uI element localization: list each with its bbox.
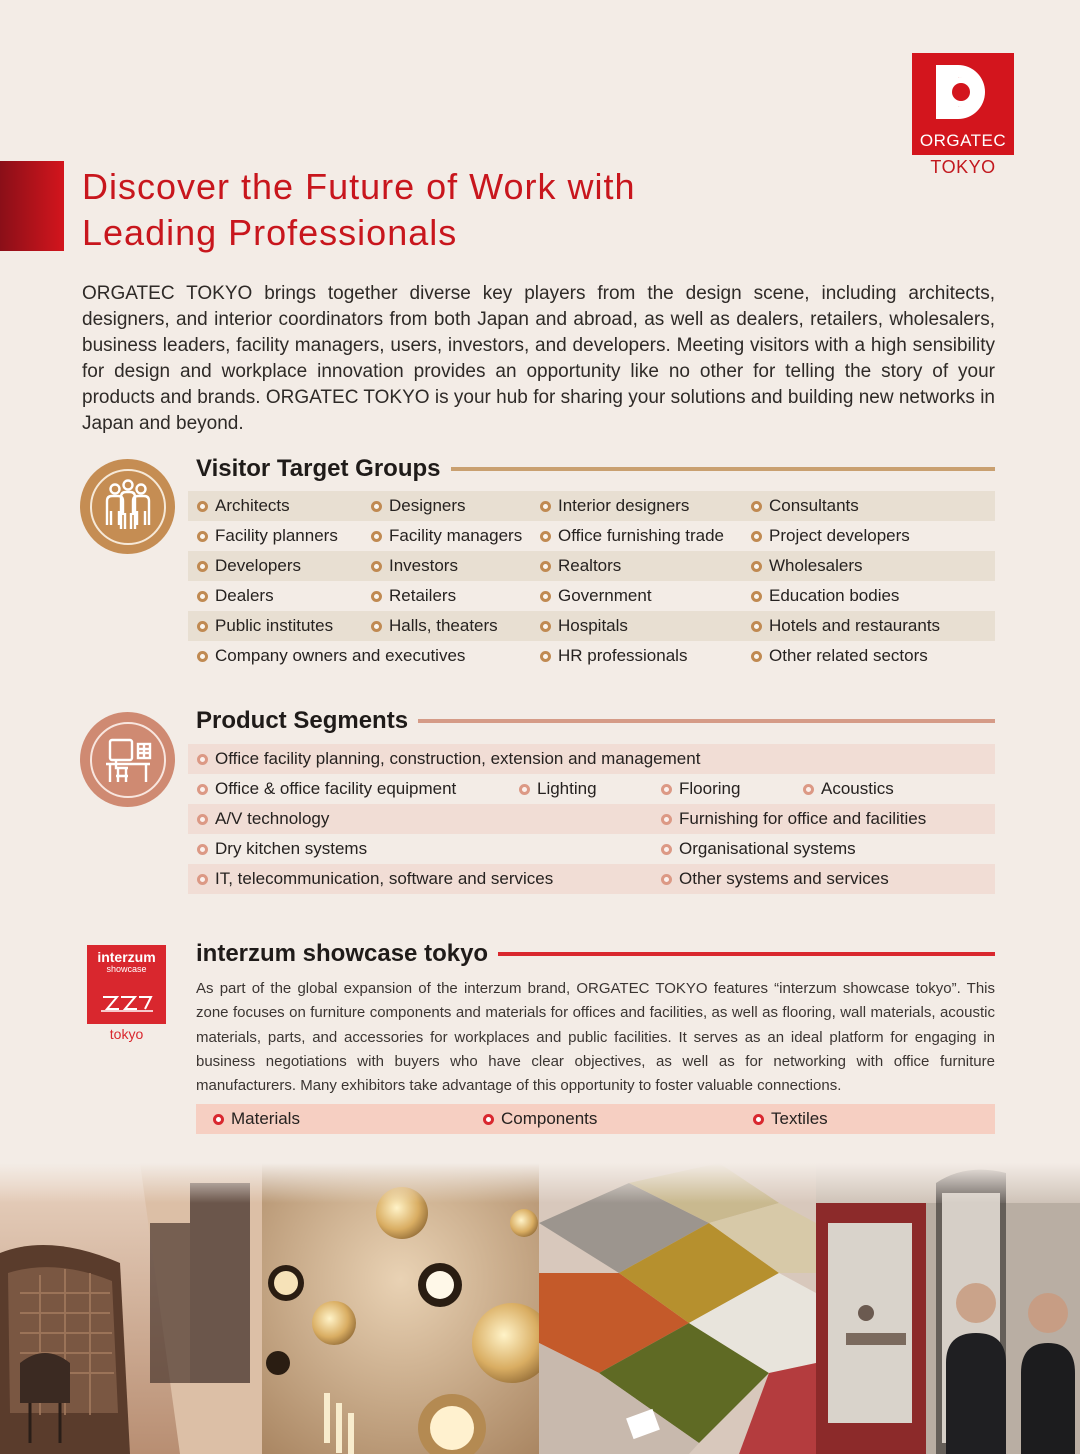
bullet-icon — [753, 1114, 764, 1125]
bullet-icon — [371, 591, 382, 602]
photo-fade — [262, 1163, 539, 1203]
logo-name: ORGATEC — [919, 131, 1007, 150]
list-item: Materials — [213, 1104, 300, 1134]
photo-fade — [0, 1163, 262, 1203]
photo-lighting — [262, 1163, 539, 1454]
interzum-logo — [87, 945, 166, 1042]
interzum-categories-bar — [196, 1104, 995, 1134]
logo-city: TOKYO — [930, 157, 996, 177]
list-item: Wholesalers — [751, 551, 863, 581]
interzum-section-rule — [498, 952, 995, 956]
list-item: Office & office facility equipment — [197, 774, 456, 804]
list-item: Education bodies — [751, 581, 899, 611]
bullet-icon — [197, 591, 208, 602]
visitor-groups-table — [188, 491, 995, 671]
table-row — [188, 491, 995, 521]
bullet-icon — [371, 501, 382, 512]
interzum-logo-sub: showcase — [106, 964, 147, 974]
list-item: Government — [540, 581, 652, 611]
table-row — [188, 774, 995, 804]
interzum-zigzag-icon — [101, 993, 153, 1013]
bullet-icon — [197, 844, 208, 855]
bullet-icon — [540, 501, 551, 512]
bullet-icon — [661, 814, 672, 825]
orgatec-logo — [912, 53, 1014, 178]
bullet-icon — [661, 874, 672, 885]
bullet-icon — [197, 621, 208, 632]
office-desk-icon — [80, 712, 175, 807]
interzum-section-title: interzum showcase tokyo — [196, 940, 489, 967]
bullet-icon — [540, 621, 551, 632]
list-item: Office furnishing trade — [540, 521, 724, 551]
bullet-icon — [751, 561, 762, 572]
table-row — [188, 864, 995, 894]
list-item: Components — [483, 1104, 597, 1134]
intro-paragraph: ORGATEC TOKYO brings together diverse key players from the design scene, including architects, designers, and interior coordinators from both Japan and abroad, as well as dealers, retailers, wholesalers, business leaders, facility managers, users, investors, and developers. Meeting visitors with a high sensibility for design and workplace innovation provides an opportunity like no other for telling the story of your products and brands. ORGATEC TOKYO is your hub for sharing your solutions and building new networks in Japan and beyond. — [82, 283, 995, 434]
bullet-icon — [751, 531, 762, 542]
bullet-icon — [371, 561, 382, 572]
list-item: Organisational systems — [661, 834, 856, 864]
list-item: Public institutes — [197, 611, 333, 641]
photo-carpet-samples — [539, 1163, 816, 1454]
list-item: Designers — [371, 491, 466, 521]
bullet-icon — [197, 754, 208, 765]
bullet-icon — [197, 561, 208, 572]
photo-office-booths — [0, 1163, 262, 1454]
bullet-icon — [519, 784, 530, 795]
bullet-icon — [197, 784, 208, 795]
interzum-logo-title: interzum — [97, 949, 156, 965]
page-headline — [82, 164, 882, 256]
list-item: Lighting — [519, 774, 597, 804]
list-item: Interior designers — [540, 491, 689, 521]
red-accent-bar — [0, 161, 64, 251]
visitor-section-rule — [451, 467, 996, 471]
list-item: Textiles — [753, 1104, 828, 1134]
list-item: Dry kitchen systems — [197, 834, 367, 864]
list-item: Dealers — [197, 581, 274, 611]
table-row — [188, 641, 995, 671]
orgatec-logo-mark — [912, 53, 1014, 155]
product-segments-table — [188, 744, 995, 894]
table-row — [188, 611, 995, 641]
product-section-header — [196, 707, 995, 735]
interzum-section-header — [196, 940, 995, 968]
list-item: Office facility planning, construction, extension and management — [197, 744, 700, 774]
bullet-icon — [661, 784, 672, 795]
list-item: Project developers — [751, 521, 910, 551]
list-item: Other related sectors — [751, 641, 928, 671]
bullet-icon — [661, 844, 672, 855]
bullet-icon — [803, 784, 814, 795]
bullet-icon — [197, 501, 208, 512]
bullet-icon — [751, 501, 762, 512]
list-item: Other systems and services — [661, 864, 889, 894]
table-row — [188, 834, 995, 864]
photo-fade — [816, 1163, 1080, 1203]
table-row — [188, 744, 995, 774]
interzum-paragraph: As part of the global expansion of the interzum brand, ORGATEC TOKYO features “interzum showcase tokyo”. This zone focuses on furniture components and materials for offices and facilities, as well as flooring, wall materials, acoustic materials, parts, and accessories for workplaces and public facilities. It serves as an ideal platform for engaging in business negotiations with buyers who have clear objectives, as well as for networking with office furniture manufacturers. Many exhibitors take advantage of this opportunity to foster valuable connections. — [196, 980, 995, 1095]
list-item: Retailers — [371, 581, 456, 611]
headline-line-1: Discover the Future of Work with — [82, 166, 636, 207]
list-item: Realtors — [540, 551, 621, 581]
bullet-icon — [483, 1114, 494, 1125]
table-row — [188, 521, 995, 551]
photo-exhibition-visitors — [816, 1163, 1080, 1454]
list-item: Consultants — [751, 491, 859, 521]
list-item: Architects — [197, 491, 290, 521]
list-item: Facility managers — [371, 521, 522, 551]
list-item: Hotels and restaurants — [751, 611, 940, 641]
list-item: A/V technology — [197, 804, 329, 834]
photo-fade — [539, 1163, 816, 1203]
bullet-icon — [371, 531, 382, 542]
list-item: Flooring — [661, 774, 740, 804]
bullet-icon — [197, 651, 208, 662]
list-item: Facility planners — [197, 521, 338, 551]
list-item: Furnishing for office and facilities — [661, 804, 926, 834]
list-item: Developers — [197, 551, 301, 581]
bullet-icon — [540, 561, 551, 572]
list-item: Acoustics — [803, 774, 894, 804]
table-row — [188, 804, 995, 834]
list-item: Halls, theaters — [371, 611, 498, 641]
bullet-icon — [213, 1114, 224, 1125]
orgatec-emblem-icon — [930, 59, 996, 127]
list-item: IT, telecommunication, software and services — [197, 864, 553, 894]
product-section-rule — [418, 719, 995, 723]
headline-line-2: Leading Professionals — [82, 212, 458, 253]
interzum-logo-city: tokyo — [109, 1026, 144, 1042]
table-row — [188, 551, 995, 581]
bullet-icon — [751, 651, 762, 662]
product-section-title: Product Segments — [196, 707, 409, 734]
people-group-icon — [80, 459, 175, 554]
bullet-icon — [197, 874, 208, 885]
list-item: Investors — [371, 551, 458, 581]
list-item: HR professionals — [540, 641, 687, 671]
table-row — [188, 581, 995, 611]
bullet-icon — [751, 591, 762, 602]
visitor-section-title: Visitor Target Groups — [196, 455, 441, 482]
visitor-section-header — [196, 455, 995, 483]
list-item: Hospitals — [540, 611, 628, 641]
bullet-icon — [371, 621, 382, 632]
bullet-icon — [540, 651, 551, 662]
list-item: Company owners and executives — [197, 641, 465, 671]
bullet-icon — [197, 531, 208, 542]
bullet-icon — [751, 621, 762, 632]
bullet-icon — [540, 531, 551, 542]
interzum-logo-mark — [87, 945, 166, 1024]
bullet-icon — [540, 591, 551, 602]
bullet-icon — [197, 814, 208, 825]
photo-strip — [0, 1163, 1080, 1454]
